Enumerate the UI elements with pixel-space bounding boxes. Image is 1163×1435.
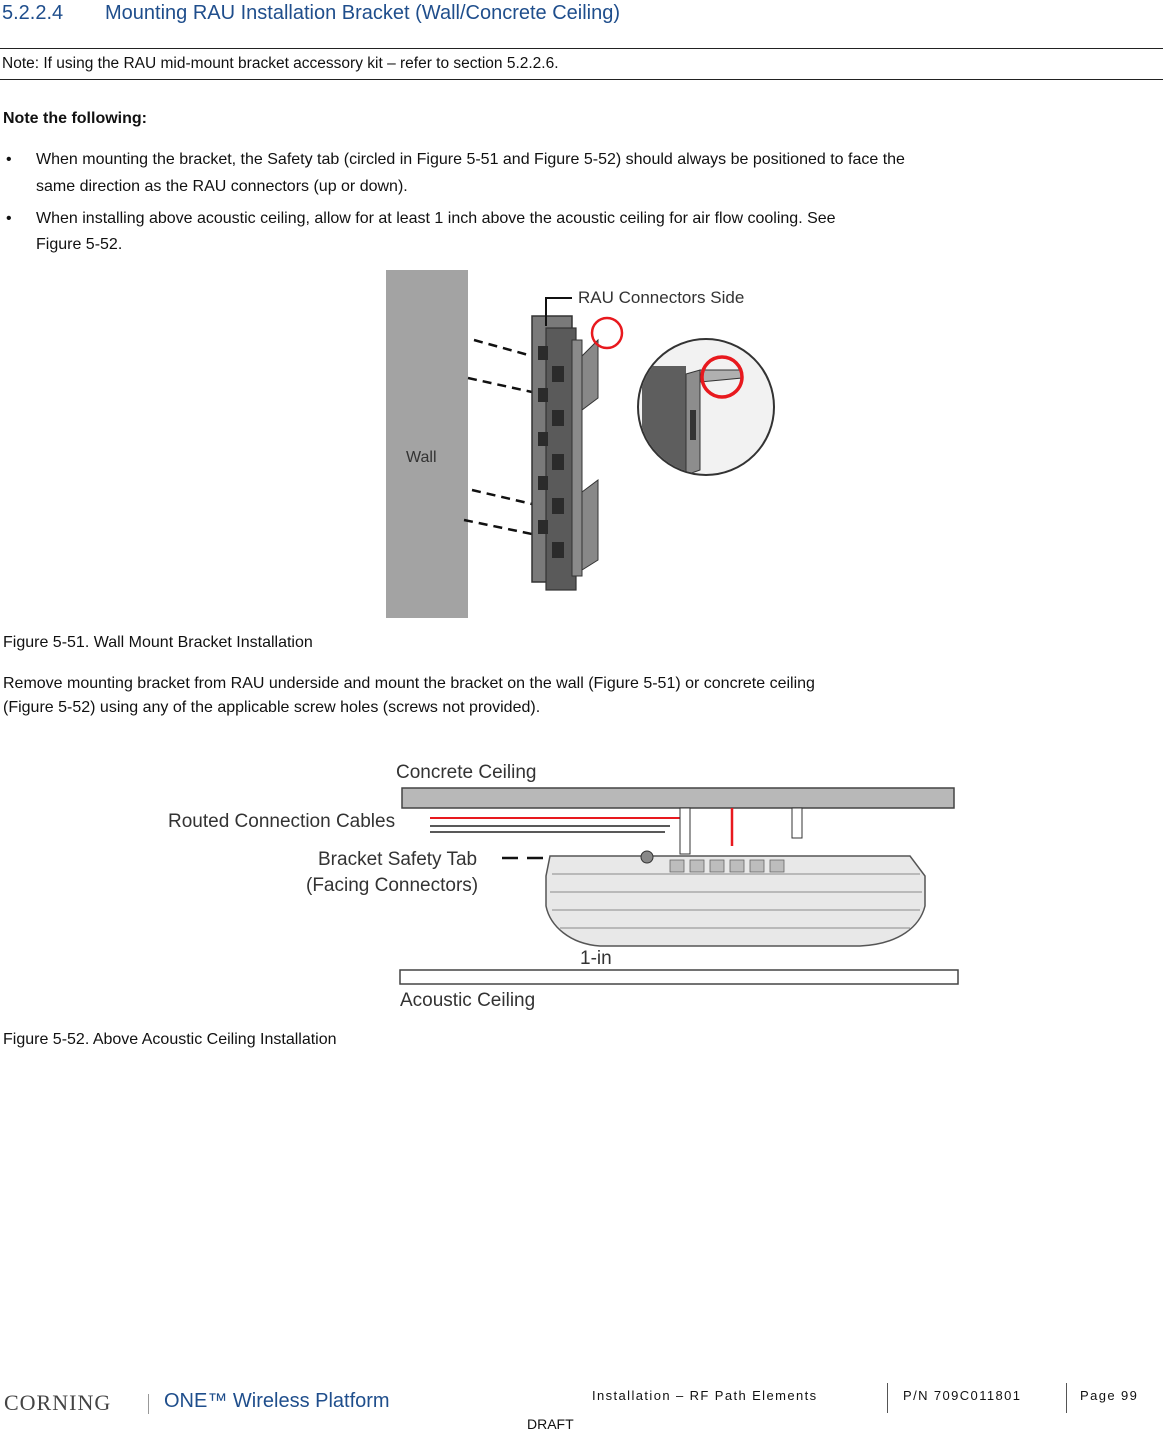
acoustic-ceiling-figure: [160, 756, 965, 1016]
safety-tab-label: Bracket Safety Tab: [318, 849, 478, 870]
product-name: ONE™ Wireless Platform: [164, 1390, 390, 1412]
paragraph-line: Remove mounting bracket from RAU underside and mount the bracket on the wall (Figure 5-51) or concrete ceiling: [3, 675, 815, 692]
wall-mount-figure: [386, 270, 778, 618]
screw-lines: [464, 340, 532, 534]
bracket-body: [532, 316, 598, 590]
gap-label: 1-in: [580, 948, 612, 969]
concrete-ceiling-label: Concrete Ceiling: [396, 762, 537, 783]
brand-logo: CORNING: [4, 1390, 112, 1415]
note-box: [0, 48, 1163, 80]
section-heading: [0, 0, 1163, 46]
note-label: Note the following:: [3, 110, 147, 127]
footer-divider: [1066, 1383, 1067, 1413]
rau-unit: [546, 851, 925, 946]
safety-tab-circle: [592, 318, 622, 348]
footer-page: Page 99: [1080, 1388, 1139, 1403]
mount-post: [680, 808, 690, 854]
wall-panel: [386, 270, 468, 618]
safety-tab-label-2: (Facing Connectors): [306, 875, 479, 896]
zoom-inset: [638, 339, 774, 475]
body-paragraph: [3, 672, 1153, 720]
acoustic-ceiling: [400, 970, 958, 984]
cables-label: Routed Connection Cables: [168, 811, 396, 832]
bullet-item: [0, 147, 1163, 201]
bullet-line: Figure 5-52.: [36, 236, 123, 253]
note-box-text: Note: If using the RAU mid-mount bracket accessory kit – refer to section 5.2.2.6.: [2, 55, 559, 72]
section-title: Mounting RAU Installation Bracket (Wall/Concrete Ceiling): [105, 2, 621, 24]
bullet-line: When installing above acoustic ceiling, allow for at least 1 inch above the acoustic ceiling for air flow cooling. See: [36, 210, 836, 227]
section-number: 5.2.2.4: [2, 2, 64, 24]
bullet-line: same direction as the RAU connectors (up or down).: [36, 178, 408, 195]
acoustic-ceiling-label: Acoustic Ceiling: [400, 990, 536, 1011]
bullet-dot: •: [6, 151, 12, 168]
logo-divider: [148, 1394, 149, 1414]
bullet-item: [0, 206, 1163, 260]
footer-divider: [887, 1383, 888, 1413]
bullet-line: When mounting the bracket, the Safety tab (circled in Figure 5-51 and Figure 5-52) should always be positioned to face the: [36, 151, 905, 168]
mount-post: [792, 808, 802, 838]
footer-section: Installation – RF Path Elements: [592, 1388, 818, 1403]
connectors-label: RAU Connectors Side: [578, 288, 745, 307]
footer-part-number: P/N 709C011801: [903, 1388, 1022, 1403]
figure-caption: Figure 5-51. Wall Mount Bracket Installation: [3, 634, 313, 651]
bullet-dot: •: [6, 210, 12, 227]
wall-label: Wall: [406, 449, 437, 466]
draft-mark: DRAFT: [527, 1416, 574, 1432]
paragraph-line: (Figure 5-52) using any of the applicable screw holes (screws not provided).: [3, 699, 541, 716]
figure-caption: Figure 5-52. Above Acoustic Ceiling Installation: [3, 1031, 337, 1048]
concrete-ceiling: [402, 788, 954, 808]
